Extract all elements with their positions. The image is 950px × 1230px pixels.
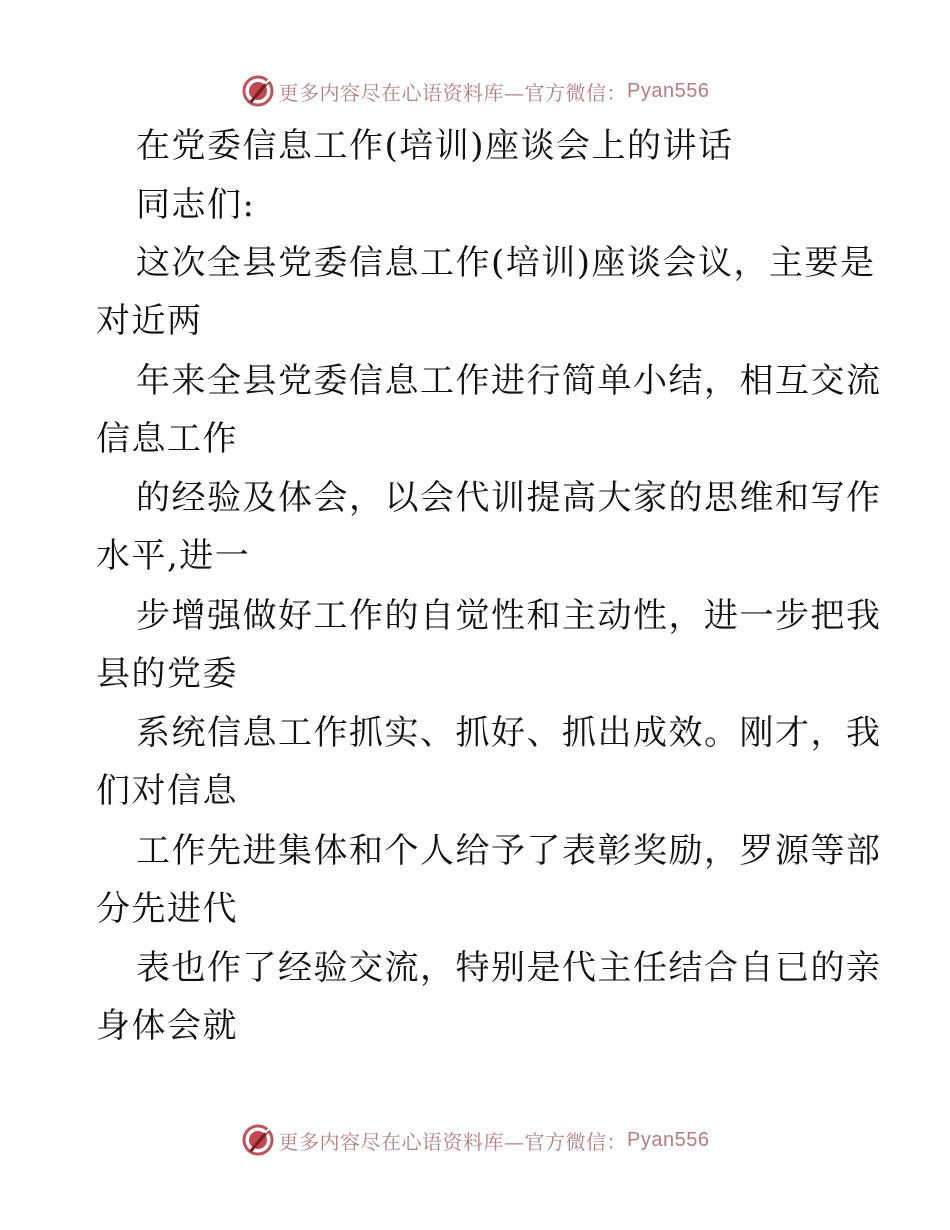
footer-banner [0, 1120, 950, 1160]
text-line: 表也作了经验交流，特别是代主任结合自已的亲 [136, 948, 882, 988]
text-line: 水平,进一 [96, 536, 251, 576]
text-line: 信息工作 [96, 419, 238, 459]
text-line: 这次全县党委信息工作(培训)座谈会议，主要是 [136, 243, 876, 283]
salutation: 同志们: [136, 185, 256, 225]
text-line: 工作先进集体和个人给予了表彰奖励，罗源等部 [136, 831, 882, 871]
document-title: 在党委信息工作(培训)座谈会上的讲话 [136, 126, 734, 166]
text-line: 的经验及体会，以会代训提高大家的思维和写作 [136, 478, 882, 518]
text-line: 步增强做好工作的自觉性和主动性，进一步把我 [136, 596, 882, 636]
banner-text: 更多内容尽在心语资料库—官方微信： [278, 1129, 628, 1154]
text-line: 年来全县党委信息工作进行简单小结，相互交流 [136, 361, 882, 401]
quill-pen-icon [241, 74, 275, 108]
header-banner [0, 71, 950, 111]
banner-wechat-id: Pyan556 [627, 79, 710, 102]
text-line: 们对信息 [96, 771, 238, 811]
quill-pen-icon [241, 1123, 275, 1157]
banner-text: 更多内容尽在心语资料库—官方微信： [278, 80, 628, 105]
text-line: 分先进代 [96, 889, 238, 929]
text-line: 县的党委 [96, 654, 238, 694]
banner-wechat-id: Pyan556 [627, 1128, 710, 1151]
text-line: 系统信息工作抓实、抓好、抓出成效。刚才，我 [136, 713, 882, 753]
text-line: 身体会就 [96, 1006, 238, 1046]
text-line: 对近两 [96, 301, 203, 341]
